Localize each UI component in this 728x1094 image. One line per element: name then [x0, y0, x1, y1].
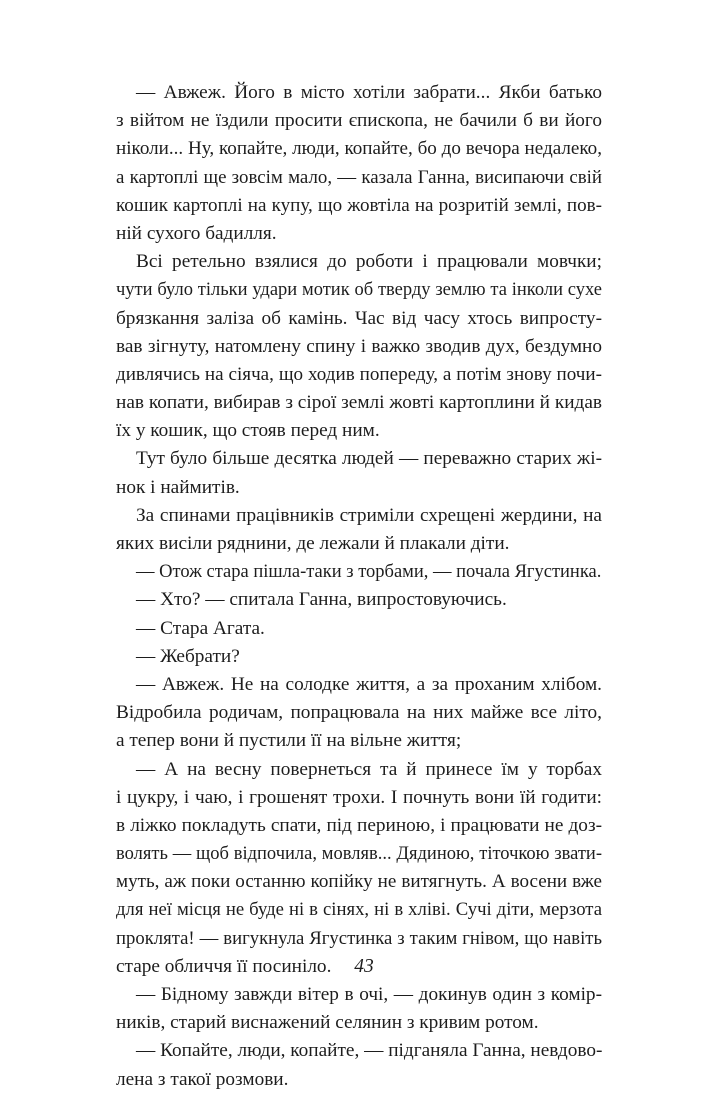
text-line: Тут було більше десятка людей — переважно старих жі- [136, 448, 602, 470]
text-line: ніколи... Ну, копайте, люди, копайте, бо до вечора недалеко, [116, 138, 602, 160]
text-line: — Жебрати? [136, 645, 240, 667]
page-number: 43 [354, 956, 374, 977]
text-line: нок і наймитів. [116, 476, 240, 498]
text-line: вав зігнуту, натомлену спину і важко зводив дух, бездумно [116, 335, 602, 357]
text-line: За спинами працівників стриміли схрещені жердини, на [136, 504, 602, 526]
text-line: ників, старий виснажений селянин з кривим ротом. [116, 1012, 539, 1034]
text-line: нав копати, вибирав з сірої землі жовті картоплини й кидав [116, 392, 602, 414]
text-line: старе обличчя її посиніло. [116, 955, 332, 977]
text-line: Всі ретельно взялися до роботи і працювали мовчки; [136, 251, 602, 273]
text-line: лена з такої розмови. [116, 1068, 289, 1090]
text-line: їх у кошик, що стояв перед ним. [116, 420, 380, 442]
body-text [116, 79, 602, 1094]
text-line: волять — щоб відпочила, мовляв... Дядиною, тіточкою звати- [116, 844, 602, 865]
text-line: — Хто? — спитала Ганна, випростовуючись. [136, 589, 507, 611]
text-line: Відробила родичам, попрацювала на них майже все літо, [116, 702, 602, 724]
text-line: проклята! — вигукнула Ягустинка з таким гнівом, що навіть [116, 927, 602, 949]
text-line: — А на весну повернеться та й принесе їм у торбах [136, 758, 602, 780]
text-line: ній сухого бадилля. [116, 222, 277, 244]
text-line: — Отож стара пішла-таки з торбами, — почала Ягустинка. [136, 562, 602, 583]
text-line: в ліжко покладуть спати, під периною, і працювати не доз- [116, 814, 602, 836]
text-line: — Бідному завжди вітер в очі, — докинув один з комір- [136, 984, 602, 1005]
text-line: і цукру, і чаю, і грошенят трохи. І почнуть вони їй годити: [116, 786, 602, 808]
text-line: чути було тільки удари мотик об тверду землю та інколи сухе [116, 280, 602, 301]
text-line: — Авжеж. Не на солодке життя, а за проханим хлібом. [136, 673, 602, 695]
text-line: кошик картоплі на купу, що жовтіла на розритій землі, пов- [116, 194, 602, 216]
text-line: — Авжеж. Його в місто хотіли забрати... Якби батько [136, 82, 602, 103]
text-line: — Копайте, люди, копайте, — підганяла Ганна, невдово- [136, 1040, 603, 1062]
text-line: дивлячись на сіяча, що ходив попереду, а потім знову почи- [116, 363, 602, 385]
text-line: муть, аж поки останню копійку не витягнуть. А восени вже [116, 871, 602, 893]
text-line: з війтом не їздили просити єпископа, не бачили б ви його [116, 110, 602, 132]
text-line: — Стара Агата. [136, 617, 265, 639]
text-line: а тепер вони й пустили її на вільне життя; [116, 730, 462, 752]
text-line: яких висіли ряднини, де лежали й плакали діти. [116, 533, 510, 554]
text-line: для неї місця не буде ні в сінях, ні в хліві. Сучі діти, мерзота [116, 899, 602, 921]
text-line: а картоплі ще зовсім мало, — казала Ганна, висипаючи свій [116, 166, 602, 188]
text-line: брязкання заліза об камінь. Час від часу хтось випросту- [116, 307, 602, 329]
